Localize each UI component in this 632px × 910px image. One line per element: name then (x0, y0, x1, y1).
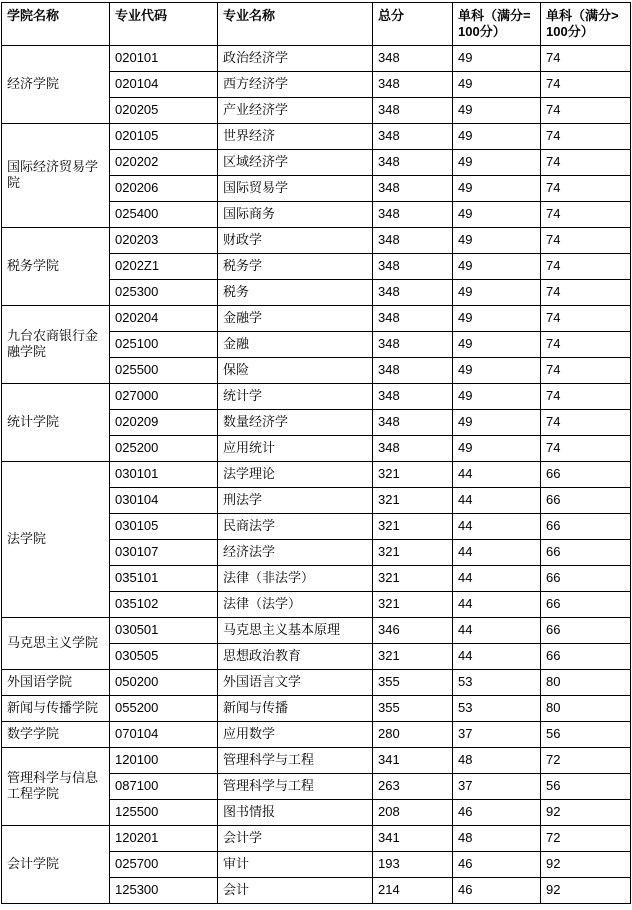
cell-major-code: 025500 (110, 358, 218, 384)
cell-total-score: 348 (373, 306, 453, 332)
cell-subject-max-100: 44 (453, 488, 541, 514)
table-row (2, 306, 631, 332)
cell-subject-over-100: 74 (541, 384, 631, 410)
cell-total-score: 348 (373, 332, 453, 358)
cell-major-name: 外国语言文学 (218, 670, 373, 696)
cell-subject-max-100: 49 (453, 332, 541, 358)
cell-major-name: 应用数学 (218, 722, 373, 748)
column-header-major-name: 专业名称 (218, 3, 373, 46)
cell-subject-max-100: 49 (453, 436, 541, 462)
cell-subject-over-100: 74 (541, 124, 631, 150)
cell-major-name: 法学理论 (218, 462, 373, 488)
cell-subject-max-100: 44 (453, 566, 541, 592)
cell-major-code: 020209 (110, 410, 218, 436)
cell-total-score: 193 (373, 852, 453, 878)
cell-total-score: 348 (373, 254, 453, 280)
cell-subject-over-100: 74 (541, 176, 631, 202)
cell-major-name: 应用统计 (218, 436, 373, 462)
cell-major-name: 会计学 (218, 826, 373, 852)
cell-total-score: 348 (373, 410, 453, 436)
cell-total-score: 263 (373, 774, 453, 800)
cell-major-code: 020204 (110, 306, 218, 332)
cell-major-name: 产业经济学 (218, 98, 373, 124)
cell-college: 新闻与传播学院 (2, 696, 110, 722)
cell-major-name: 刑法学 (218, 488, 373, 514)
cell-total-score: 321 (373, 462, 453, 488)
cell-major-code: 035102 (110, 592, 218, 618)
cell-major-code: 030101 (110, 462, 218, 488)
cell-subject-over-100: 66 (541, 566, 631, 592)
cell-major-code: 030105 (110, 514, 218, 540)
cell-subject-over-100: 72 (541, 748, 631, 774)
cell-major-code: 030104 (110, 488, 218, 514)
cell-subject-over-100: 74 (541, 410, 631, 436)
cell-major-code: 030501 (110, 618, 218, 644)
table-header (2, 3, 631, 46)
cell-total-score: 348 (373, 72, 453, 98)
table-row (2, 722, 631, 748)
cell-subject-over-100: 74 (541, 280, 631, 306)
cell-subject-over-100: 66 (541, 514, 631, 540)
table-header-row (2, 3, 631, 46)
cell-subject-max-100: 49 (453, 384, 541, 410)
cell-major-name: 区域经济学 (218, 150, 373, 176)
cell-major-name: 西方经济学 (218, 72, 373, 98)
cell-major-name: 国际商务 (218, 202, 373, 228)
cell-subject-max-100: 49 (453, 176, 541, 202)
cell-subject-over-100: 56 (541, 722, 631, 748)
cell-total-score: 280 (373, 722, 453, 748)
cell-subject-max-100: 49 (453, 228, 541, 254)
column-header-subject-max-100: 单科（满分=100分） (453, 3, 541, 46)
cell-college: 马克思主义学院 (2, 618, 110, 670)
cell-total-score: 348 (373, 150, 453, 176)
cell-major-code: 020105 (110, 124, 218, 150)
cell-college: 会计学院 (2, 826, 110, 904)
cell-subject-max-100: 37 (453, 722, 541, 748)
column-header-subject-over-100: 单科（满分>100分） (541, 3, 631, 46)
cell-subject-max-100: 53 (453, 670, 541, 696)
cell-total-score: 348 (373, 202, 453, 228)
cell-subject-max-100: 53 (453, 696, 541, 722)
cell-total-score: 348 (373, 280, 453, 306)
cell-total-score: 355 (373, 696, 453, 722)
cell-total-score: 321 (373, 514, 453, 540)
cell-subject-max-100: 46 (453, 800, 541, 826)
cell-major-name: 数量经济学 (218, 410, 373, 436)
cell-subject-over-100: 74 (541, 228, 631, 254)
cell-subject-over-100: 74 (541, 332, 631, 358)
cell-total-score: 346 (373, 618, 453, 644)
cell-major-code: 030107 (110, 540, 218, 566)
table-row (2, 46, 631, 72)
cell-total-score: 348 (373, 384, 453, 410)
cell-subject-over-100: 66 (541, 488, 631, 514)
cell-major-code: 027000 (110, 384, 218, 410)
cell-major-name: 法律（法学） (218, 592, 373, 618)
cell-subject-max-100: 49 (453, 202, 541, 228)
cell-college: 管理科学与信息工程学院 (2, 748, 110, 826)
cell-total-score: 321 (373, 540, 453, 566)
cell-total-score: 208 (373, 800, 453, 826)
cell-major-code: 020205 (110, 98, 218, 124)
cell-subject-over-100: 92 (541, 878, 631, 904)
cell-major-name: 世界经济 (218, 124, 373, 150)
cell-total-score: 214 (373, 878, 453, 904)
cell-subject-over-100: 74 (541, 306, 631, 332)
cell-subject-over-100: 56 (541, 774, 631, 800)
cell-subject-over-100: 74 (541, 98, 631, 124)
cell-major-name: 金融学 (218, 306, 373, 332)
cell-major-name: 经济法学 (218, 540, 373, 566)
cell-subject-max-100: 44 (453, 462, 541, 488)
cell-major-name: 管理科学与工程 (218, 748, 373, 774)
cell-major-code: 020202 (110, 150, 218, 176)
cell-major-name: 法律（非法学） (218, 566, 373, 592)
cell-total-score: 348 (373, 124, 453, 150)
column-header-college: 学院名称 (2, 3, 110, 46)
cell-major-code: 025300 (110, 280, 218, 306)
cell-total-score: 348 (373, 358, 453, 384)
cell-major-name: 税务 (218, 280, 373, 306)
cell-total-score: 321 (373, 488, 453, 514)
cell-major-code: 055200 (110, 696, 218, 722)
cell-subject-over-100: 66 (541, 644, 631, 670)
cell-major-code: 030505 (110, 644, 218, 670)
cell-subject-over-100: 74 (541, 254, 631, 280)
cell-subject-over-100: 74 (541, 436, 631, 462)
cell-college: 外国语学院 (2, 670, 110, 696)
cell-subject-max-100: 46 (453, 852, 541, 878)
admission-score-table (1, 2, 631, 904)
cell-major-name: 保险 (218, 358, 373, 384)
cell-subject-max-100: 49 (453, 410, 541, 436)
cell-subject-over-100: 80 (541, 670, 631, 696)
table-row (2, 696, 631, 722)
cell-total-score: 348 (373, 228, 453, 254)
cell-subject-over-100: 92 (541, 852, 631, 878)
table-row (2, 228, 631, 254)
cell-total-score: 348 (373, 176, 453, 202)
cell-total-score: 355 (373, 670, 453, 696)
cell-subject-max-100: 49 (453, 280, 541, 306)
cell-subject-max-100: 44 (453, 592, 541, 618)
cell-major-code: 035101 (110, 566, 218, 592)
cell-subject-max-100: 44 (453, 540, 541, 566)
cell-subject-max-100: 48 (453, 748, 541, 774)
cell-total-score: 341 (373, 826, 453, 852)
cell-major-code: 050200 (110, 670, 218, 696)
cell-major-code: 020101 (110, 46, 218, 72)
cell-subject-max-100: 49 (453, 306, 541, 332)
table-row (2, 384, 631, 410)
cell-major-name: 图书情报 (218, 800, 373, 826)
cell-subject-over-100: 92 (541, 800, 631, 826)
cell-major-name: 统计学 (218, 384, 373, 410)
cell-college: 国际经济贸易学院 (2, 124, 110, 228)
cell-subject-max-100: 44 (453, 514, 541, 540)
cell-subject-over-100: 74 (541, 202, 631, 228)
cell-college: 税务学院 (2, 228, 110, 306)
cell-subject-max-100: 46 (453, 878, 541, 904)
cell-major-code: 025200 (110, 436, 218, 462)
cell-total-score: 321 (373, 566, 453, 592)
cell-subject-over-100: 74 (541, 150, 631, 176)
cell-subject-max-100: 49 (453, 150, 541, 176)
cell-major-code: 120100 (110, 748, 218, 774)
table-body (2, 46, 631, 904)
cell-total-score: 348 (373, 436, 453, 462)
cell-total-score: 321 (373, 592, 453, 618)
cell-subject-max-100: 49 (453, 98, 541, 124)
cell-major-name: 政治经济学 (218, 46, 373, 72)
cell-major-code: 020104 (110, 72, 218, 98)
cell-major-name: 财政学 (218, 228, 373, 254)
column-header-total-score: 总分 (373, 3, 453, 46)
cell-subject-over-100: 66 (541, 592, 631, 618)
cell-major-name: 思想政治教育 (218, 644, 373, 670)
cell-major-code: 070104 (110, 722, 218, 748)
table-row (2, 826, 631, 852)
cell-total-score: 341 (373, 748, 453, 774)
cell-subject-max-100: 49 (453, 124, 541, 150)
cell-college: 统计学院 (2, 384, 110, 462)
table-row (2, 670, 631, 696)
cell-subject-max-100: 44 (453, 618, 541, 644)
cell-total-score: 348 (373, 46, 453, 72)
table-row (2, 618, 631, 644)
cell-major-name: 金融 (218, 332, 373, 358)
cell-major-name: 国际贸易学 (218, 176, 373, 202)
cell-major-name: 新闻与传播 (218, 696, 373, 722)
cell-major-code: 020203 (110, 228, 218, 254)
cell-major-name: 会计 (218, 878, 373, 904)
cell-subject-over-100: 80 (541, 696, 631, 722)
cell-major-name: 民商法学 (218, 514, 373, 540)
cell-subject-max-100: 49 (453, 72, 541, 98)
cell-college: 经济学院 (2, 46, 110, 124)
cell-major-name: 审计 (218, 852, 373, 878)
cell-subject-max-100: 49 (453, 254, 541, 280)
cell-subject-max-100: 49 (453, 46, 541, 72)
cell-college: 法学院 (2, 462, 110, 618)
cell-subject-over-100: 74 (541, 358, 631, 384)
cell-total-score: 321 (373, 644, 453, 670)
cell-subject-over-100: 66 (541, 618, 631, 644)
cell-subject-over-100: 74 (541, 46, 631, 72)
table-row (2, 462, 631, 488)
cell-major-code: 025100 (110, 332, 218, 358)
cell-major-code: 087100 (110, 774, 218, 800)
cell-major-code: 125300 (110, 878, 218, 904)
cell-subject-max-100: 49 (453, 358, 541, 384)
cell-subject-max-100: 44 (453, 644, 541, 670)
cell-total-score: 348 (373, 98, 453, 124)
cell-major-name: 管理科学与工程 (218, 774, 373, 800)
cell-subject-over-100: 66 (541, 540, 631, 566)
cell-major-name: 税务学 (218, 254, 373, 280)
cell-major-code: 025400 (110, 202, 218, 228)
cell-college: 数学学院 (2, 722, 110, 748)
cell-subject-over-100: 66 (541, 462, 631, 488)
column-header-major-code: 专业代码 (110, 3, 218, 46)
cell-major-code: 020206 (110, 176, 218, 202)
table-row (2, 748, 631, 774)
cell-major-code: 025700 (110, 852, 218, 878)
cell-major-name: 马克思主义基本原理 (218, 618, 373, 644)
cell-college: 九台农商银行金融学院 (2, 306, 110, 384)
cell-major-code: 0202Z1 (110, 254, 218, 280)
cell-major-code: 125500 (110, 800, 218, 826)
cell-subject-max-100: 48 (453, 826, 541, 852)
cell-subject-over-100: 72 (541, 826, 631, 852)
cell-major-code: 120201 (110, 826, 218, 852)
cell-subject-over-100: 74 (541, 72, 631, 98)
cell-subject-max-100: 37 (453, 774, 541, 800)
table-row (2, 124, 631, 150)
